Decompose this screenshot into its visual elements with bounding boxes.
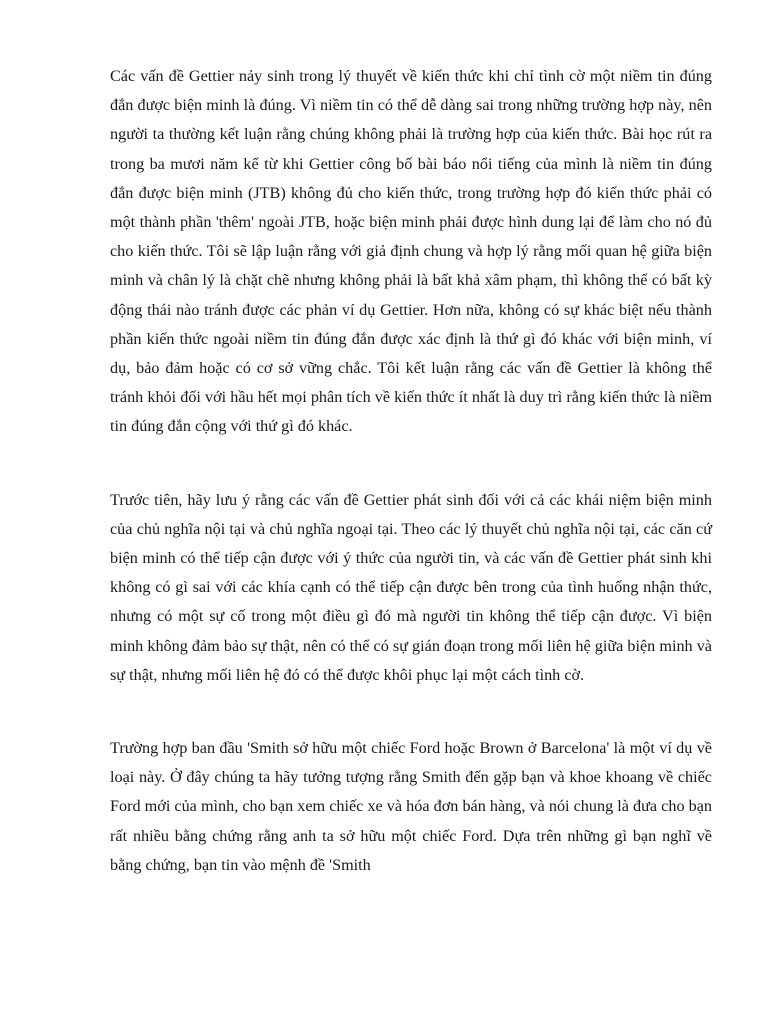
paragraph-internalism-externalism: Trước tiên, hãy lưu ý rằng các vấn đề Gettier phát sinh đối với cả các khái niệm biện minh của chủ nghĩa nội tại và chủ nghĩa ngoại tại. Theo các lý thuyết chủ nghĩa nội tại, các căn cứ biện minh có thể tiếp cận được với ý thức của người tin, và các vấn đề Gettier phát sinh khi không có gì sai với các khía cạnh có thể tiếp cận được bên trong của tình huống nhận thức, nhưng có một sự cố trong một điều gì đó mà người tin không thể tiếp cận được. Vì biện minh không đảm bảo sự thật, nên có thể có sự gián đoạn trong mối liên hệ giữa biện minh và sự thật, nhưng mối liên hệ đó có thể được khôi phục lại một cách tình cờ. bbox=[110, 490, 712, 684]
document-page bbox=[110, 62, 712, 880]
paragraph-gettier-intro: Các vấn đề Gettier nảy sinh trong lý thuyết về kiến thức khi chỉ tình cờ một niềm tin đúng đắn được biện minh là đúng. Vì niềm tin có thể dễ dàng sai trong những trường hợp này, nên người ta thường kết luận rằng chúng không phải là trường hợp của kiến thức. Bài học rút ra trong ba mươi năm kể từ khi Gettier công bố bài báo nổi tiếng của mình là niềm tin đúng đắn được biện minh (JTB) không đủ cho kiến thức, trong trường hợp đó kiến thức phải có một thành phần 'thêm' ngoài JTB, hoặc biện minh phải được hình dung lại để làm cho nó đủ cho kiến thức. Tôi sẽ lập luận rằng với giả định chung và hợp lý rằng mối quan hệ giữa biện minh và chân lý là chặt chẽ nhưng không phải là bất khả xâm phạm, thì không thể có bất kỳ động thái nào tránh được các phản ví dụ Gettier. Hơn nữa, không có sự khác biệt nếu thành phần kiến thức ngoài niềm tin đúng đắn được xác định là thứ gì đó khác với biện minh, ví dụ, bảo đảm hoặc có cơ sở vững chắc. Tôi kết luận rằng các vấn đề Gettier là không thể tránh khỏi đối với hầu hết mọi phân tích về kiến thức ít nhất là duy trì rằng kiến thức là niềm tin đúng đắn cộng với thứ gì đó khác. bbox=[110, 67, 712, 436]
paragraph-smith-ford-example: Trường hợp ban đầu 'Smith sở hữu một chiếc Ford hoặc Brown ở Barcelona' là một ví dụ về loại này. Ở đây chúng ta hãy tưởng tượng rằng Smith đến gặp bạn và khoe khoang về chiếc Ford mới của mình, cho bạn xem chiếc xe và hóa đơn bán hàng, và nói chung là đưa cho bạn rất nhiều bằng chứng rằng anh ta sở hữu một chiếc Ford. Dựa trên những gì bạn nghĩ về bằng chứng, bạn tin vào mệnh đề 'Smith bbox=[110, 739, 712, 874]
